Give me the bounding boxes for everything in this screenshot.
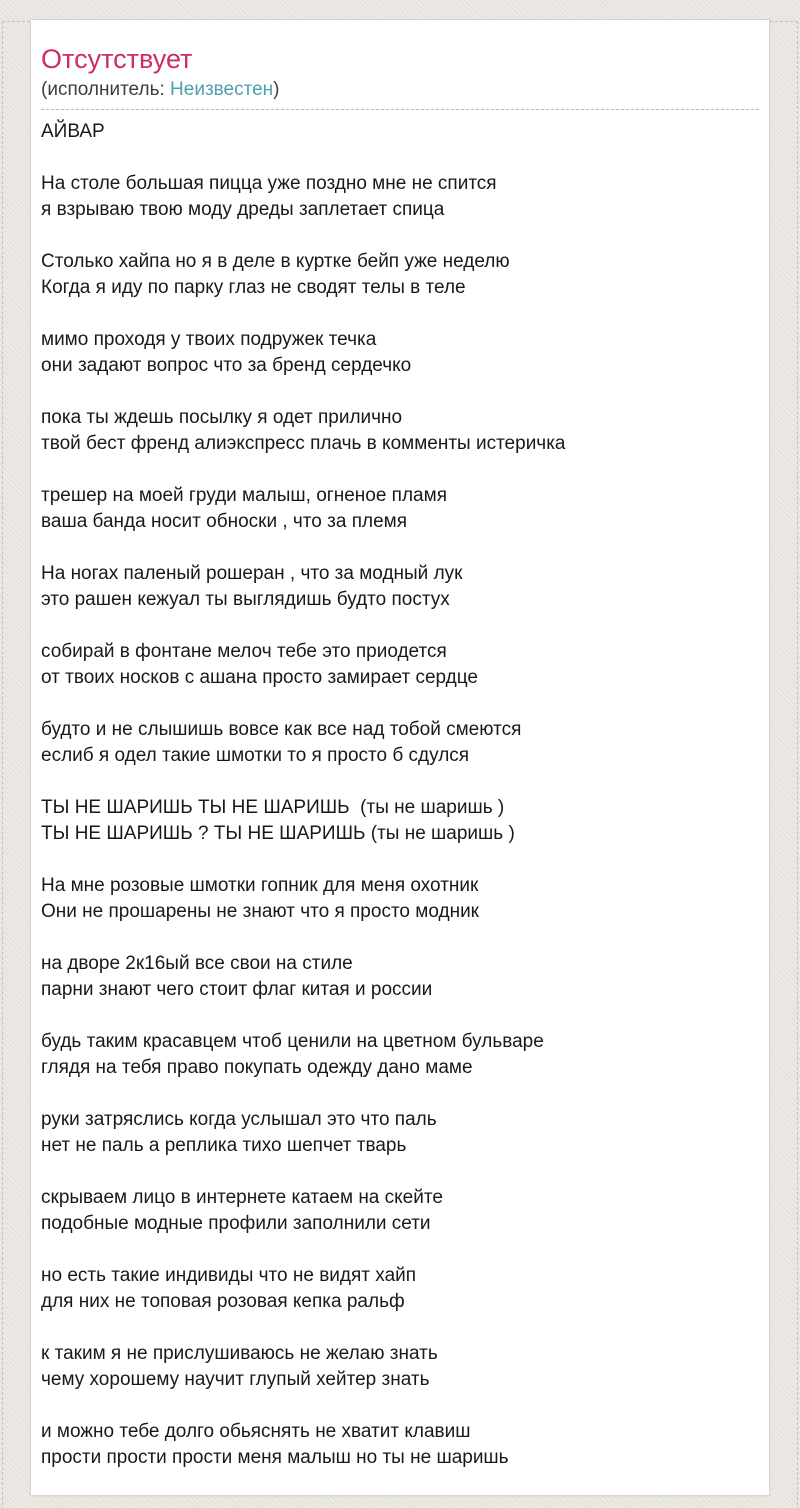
lyric-line: и можно тебе долго обьяснять не хватит клавиш bbox=[41, 1421, 471, 1442]
lyric-line: скрываем лицо в интернете катаем на скейте bbox=[41, 1187, 443, 1208]
lyric-line: подобные модные профили заполнили сети bbox=[41, 1213, 431, 1234]
lyric-blank-line bbox=[41, 301, 759, 327]
lyric-line: Когда я иду по парку глаз не сводят телы в теле bbox=[41, 277, 466, 298]
lyric-blank-line bbox=[41, 1159, 759, 1185]
lyric-line: еслиб я одел такие шмотки то я просто б сдулся bbox=[41, 745, 470, 766]
lyric-line: ваша банда носит обноски , что за племя bbox=[41, 511, 407, 532]
lyric-blank-line bbox=[41, 1237, 759, 1263]
lyric-line: парни знают чего стоит флаг китая и россии bbox=[41, 979, 433, 1000]
lyric-line: нет не паль а реплика тихо шепчет тварь bbox=[41, 1135, 407, 1156]
lyric-line: твой бест френд алиэкспресс плачь в комменты истеричка bbox=[41, 433, 566, 454]
lyric-line: будь таким красавцем чтоб ценили на цветном бульваре bbox=[41, 1031, 544, 1052]
lyric-line: я взрываю твою моду дреды заплетает спица bbox=[41, 199, 445, 220]
lyric-line: это рашен кежуал ты выглядишь будто постух bbox=[41, 589, 450, 610]
lyric-line: от твоих носков с ашана просто замирает сердце bbox=[41, 667, 478, 688]
lyric-line: собирай в фонтане мелоч тебе это приодется bbox=[41, 641, 447, 662]
song-title: Отсутствует bbox=[41, 44, 193, 74]
lyric-line: трешер на моей груди малыш, огненое пламя bbox=[41, 485, 447, 506]
lyric-line: но есть такие индивиды что не видят хайп bbox=[41, 1265, 417, 1286]
artist-link[interactable]: Неизвестен bbox=[170, 79, 274, 100]
lyric-line: На столе большая пицца уже поздно мне не спится bbox=[41, 173, 497, 194]
lyric-blank-line bbox=[41, 535, 759, 561]
artist-label-prefix: (исполнитель: bbox=[41, 79, 171, 100]
lyric-blank-line bbox=[41, 1315, 759, 1341]
lyric-line: к таким я не прислушиваюсь не желаю знать bbox=[41, 1343, 438, 1364]
lyric-blank-line bbox=[41, 691, 759, 717]
lyric-blank-line bbox=[41, 379, 759, 405]
lyric-blank-line bbox=[41, 925, 759, 951]
lyric-blank-line bbox=[41, 1393, 759, 1419]
lyrics bbox=[41, 119, 759, 1471]
artist-line bbox=[41, 79, 759, 100]
lyric-line: пока ты ждешь посылку я одет прилично bbox=[41, 407, 403, 428]
lyric-line: Они не прошарены не знают что я просто модник bbox=[41, 901, 479, 922]
lyric-blank-line bbox=[41, 145, 759, 171]
lyric-line: на дворе 2к16ый все свои на стиле bbox=[41, 953, 353, 974]
lyric-blank-line bbox=[41, 613, 759, 639]
lyric-blank-line bbox=[41, 223, 759, 249]
artist-label-suffix: ) bbox=[273, 79, 280, 100]
lyric-line: На ногах паленый рошеран , что за модный лук bbox=[41, 563, 463, 584]
lyric-line: они задают вопрос что за бренд сердечко bbox=[41, 355, 412, 376]
lyric-line: для них не топовая розовая кепка ральф bbox=[41, 1291, 405, 1312]
lyric-line: чему хорошему научит глупый хейтер знать bbox=[41, 1369, 430, 1390]
lyric-blank-line bbox=[41, 847, 759, 873]
lyric-line: ТЫ НЕ ШАРИШЬ ? ТЫ НЕ ШАРИШЬ (ты не шаришь ) bbox=[41, 823, 515, 844]
lyric-line: прости прости прости меня малыш но ты не шаришь bbox=[41, 1447, 509, 1468]
lyrics-card bbox=[30, 19, 770, 1496]
lyric-blank-line bbox=[41, 1003, 759, 1029]
lyric-line: будто и не слышишь вовсе как все над тобой смеются bbox=[41, 719, 522, 740]
lyric-blank-line bbox=[41, 457, 759, 483]
lyric-blank-line bbox=[41, 769, 759, 795]
lyric-line: На мне розовые шмотки гопник для меня охотник bbox=[41, 875, 479, 896]
song-header bbox=[41, 44, 759, 110]
lyric-line: мимо проходя у твоих подружек течка bbox=[41, 329, 377, 350]
lyric-line: ТЫ НЕ ШАРИШЬ ТЫ НЕ ШАРИШЬ (ты не шаришь ) bbox=[41, 797, 505, 818]
lyric-line: руки затряслись когда услышал это что паль bbox=[41, 1109, 437, 1130]
lyric-blank-line bbox=[41, 1081, 759, 1107]
lyric-line: АЙВАР bbox=[41, 121, 105, 142]
lyric-line: Столько хайпа но я в деле в куртке бейп уже неделю bbox=[41, 251, 510, 272]
lyric-line: глядя на тебя право покупать одежду дано маме bbox=[41, 1057, 473, 1078]
